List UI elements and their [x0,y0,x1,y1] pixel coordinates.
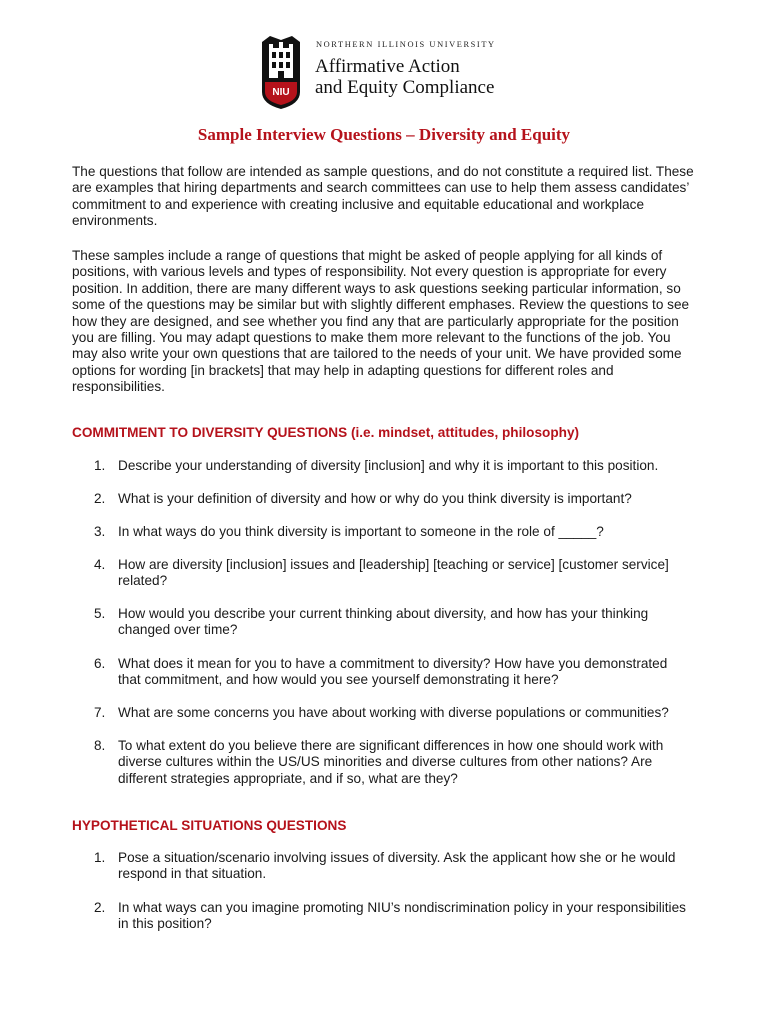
list-item [72,900,692,940]
niu-seal-logo [258,34,304,110]
question-text: In what ways do you think diversity is important to someone in the role of _____? [118,524,604,539]
list-item [72,491,692,524]
question-text: How are diversity [inclusion] issues and [leadership] [teaching or service] [customer service] related? [118,557,669,589]
question-number: 2. [94,491,106,506]
question-text: To what extent do you believe there are significant differences in how one should work with diverse cultures within the US/US minorities and diverse cultures from other nations? Are different strategies appropriate, and if so, what are they? [118,738,664,786]
question-number: 2. [94,900,106,915]
question-text: What is your definition of diversity and how or why do you think diversity is important? [118,491,632,506]
question-text: What does it mean for you to have a commitment to diversity? How have you demonstrated that commitment, and how would you see yourself demonstrating it here? [118,656,668,688]
list-item [72,738,692,788]
question-number: 1. [94,850,106,865]
list-item [72,705,692,738]
intro-paragraph-2: These samples include a range of questions that might be asked of people applying for all kinds of positions, with various levels and types of responsibility. Not every question is appropriate for every position. In addition, there are many different ways to ask questions seeking particular information, so some of the questions may be similar but with slightly different emphases. Review the questions to see how they are designed, and see whether you find any that are particularly appropriate for the position you are filling. You may adapt questions to make them more relevant to the functions of the job. You may also write your own questions that are tailored to the needs of your unit. We have provided some options for wording [in brackets] that may help in adapting questions for different roles and responsibilities. [72,248,690,395]
seal-label: NIU [272,87,290,98]
letterhead [258,34,558,112]
question-text: Describe your understanding of diversity [inclusion] and why it is important to this position. [118,458,659,473]
department-line-1: Affirmative Action [315,56,460,77]
question-text: In what ways can you imagine promoting NIU’s nondiscrimination policy in your responsibilities in this position? [118,900,686,932]
intro-paragraph-1: The questions that follow are intended as sample questions, and do not constitute a required list. These are examples that hiring departments and search committees can use to help them assess candidates’ commitment to and experience with creating inclusive and equitable educational and workplace environments. [72,164,694,229]
department-line-2: and Equity Compliance [315,77,495,98]
question-text: How would you describe your current thinking about diversity, and how has your thinking changed over time? [118,606,649,638]
question-number: 1. [94,458,106,473]
question-number: 3. [94,524,106,539]
list-item [72,557,692,606]
question-number: 6. [94,656,106,671]
question-number: 4. [94,557,106,572]
question-text: Pose a situation/scenario involving issues of diversity. Ask the applicant how she or he would respond in that situation. [118,850,676,882]
page-title: Sample Interview Questions – Diversity and Equity [197,125,571,144]
list-item [72,656,692,705]
section-heading-commitment: COMMITMENT TO DIVERSITY QUESTIONS (i.e. mindset, attitudes, philosophy) [72,425,580,440]
question-number: 7. [94,705,106,720]
question-list-commitment [72,458,692,788]
question-list-hypothetical [72,850,692,940]
question-text: What are some concerns you have about working with diverse populations or communities? [118,705,669,720]
department-name [315,56,494,98]
list-item [72,606,692,656]
list-item [72,524,692,557]
question-number: 8. [94,738,106,753]
list-item [72,458,692,491]
section-heading-hypothetical: HYPOTHETICAL SITUATIONS QUESTIONS [72,818,347,833]
question-number: 5. [94,606,106,621]
university-name: NORTHERN ILLINOIS UNIVERSITY [316,40,496,49]
list-item [72,850,692,900]
